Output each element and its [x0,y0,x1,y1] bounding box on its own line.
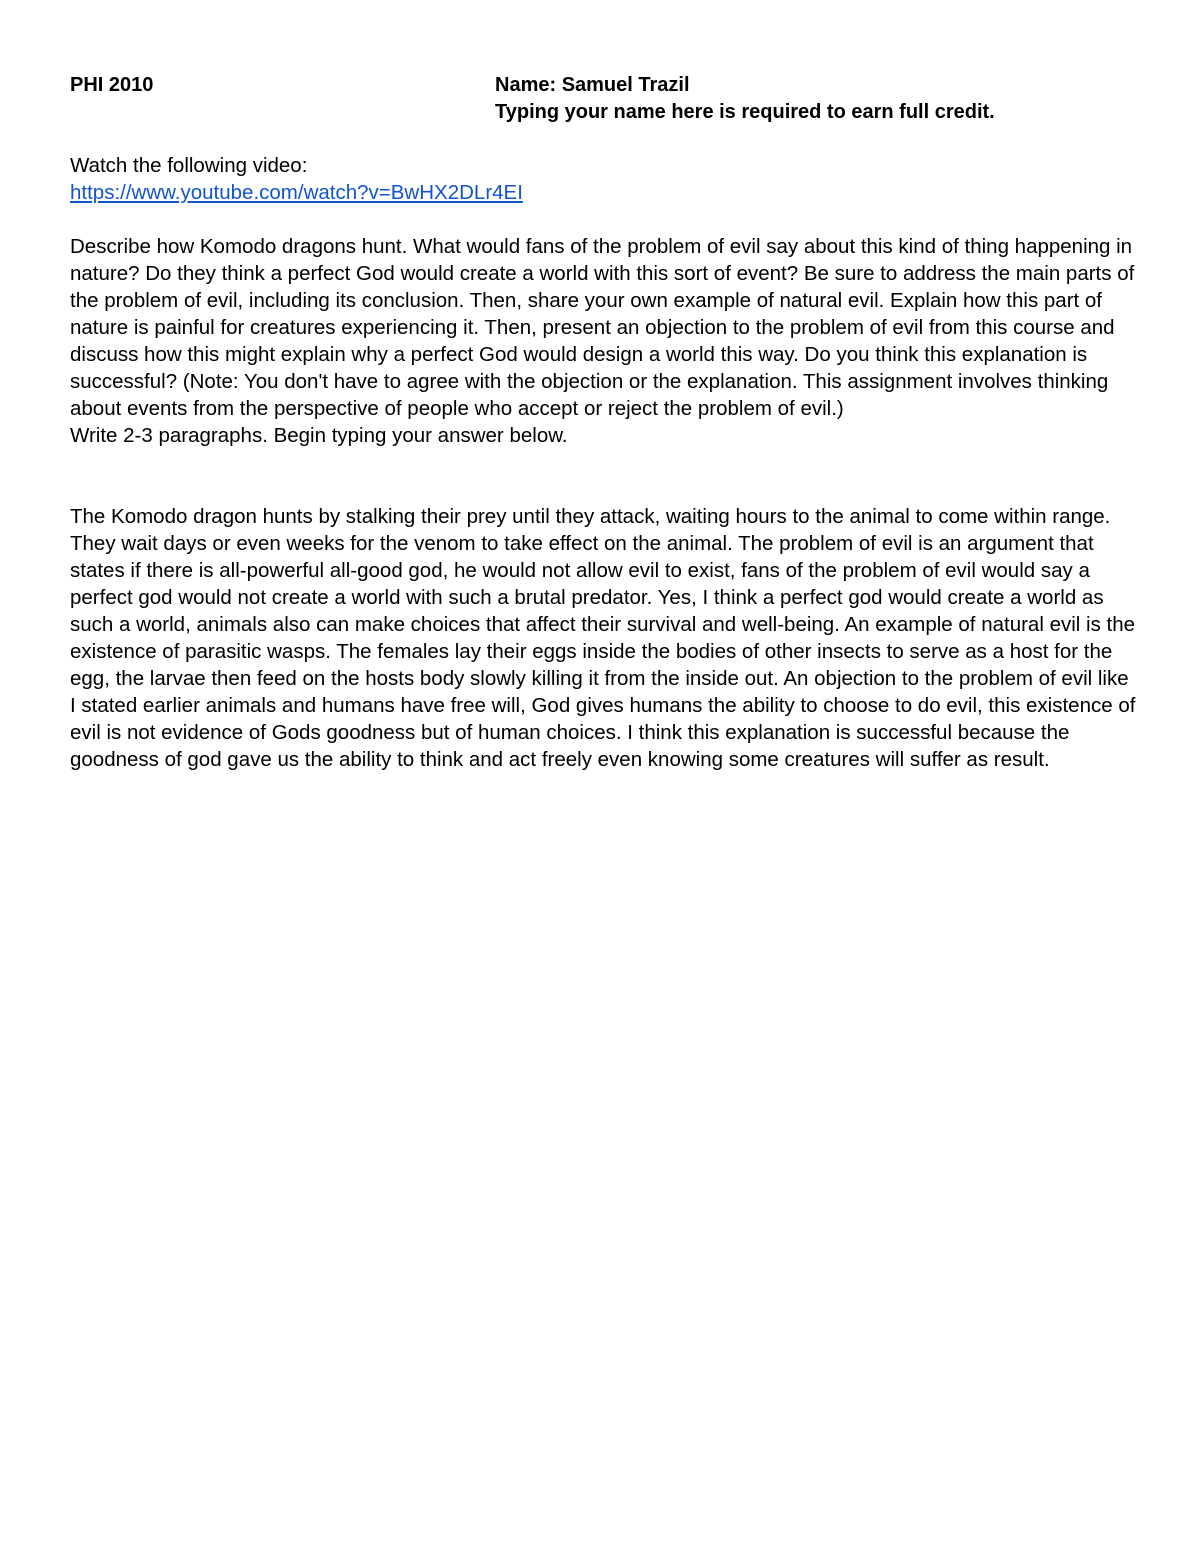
document-body [70,152,1140,773]
name-requirement-note: Typing your name here is required to earn full credit. [495,101,995,123]
student-name: Name: Samuel Trazil [495,74,690,96]
student-name-block [495,72,995,126]
spacer [70,449,1140,503]
video-link[interactable]: https://www.youtube.com/watch?v=BwHX2DLr4EI [70,181,523,204]
assignment-question: Describe how Komodo dragons hunt. What would fans of the problem of evil say about this kind of thing happening in nature? Do they think a perfect God would create a world with this sort of event? Be sure to address the main parts of the problem of evil, including its conclusion. Then, share your own example of natural evil. Explain how this part of nature is painful for creatures experiencing it. Then, present an objection to the problem of evil from this course and discuss how this might explain why a perfect God would design a world this way. Do you think this explanation is successful? (Note: You don't have to agree with the objection or the explanation. This assignment involves thinking about events from the perspective of people who accept or reject the problem of evil.) [70,235,1135,420]
assignment-directions: Write 2-3 paragraphs. Begin typing your answer below. [70,424,568,447]
watch-label: Watch the following video: [70,154,308,177]
student-answer[interactable]: The Komodo dragon hunts by stalking their prey until they attack, waiting hours to the animal to come within range. They wait days or even weeks for the venom to take effect on the animal. The problem of evil is an argument that states if there is all-powerful all-good god, he would not allow evil to exist, fans of the problem of evil would say a perfect god would not create a world with such a brutal predator. Yes, I think a perfect god would create a world as such a world, animals also can make choices that affect their survival and well-being. An example of natural evil is the existence of parasitic wasps. The females lay their eggs inside the bodies of other insects to serve as a host for the egg, the larvae then feed on the hosts body slowly killing it from the inside out. An objection to the problem of evil like I stated earlier animals and humans have free will, God gives humans the ability to choose to do evil, this existence of evil is not evidence of Gods goodness but of human choices. I think this explanation is successful because the goodness of god gave us the ability to think and act freely even knowing some creatures will suffer as result. [70,505,1136,771]
course-code: PHI 2010 [70,74,154,96]
document-header [70,72,1140,132]
spacer [70,206,1140,233]
